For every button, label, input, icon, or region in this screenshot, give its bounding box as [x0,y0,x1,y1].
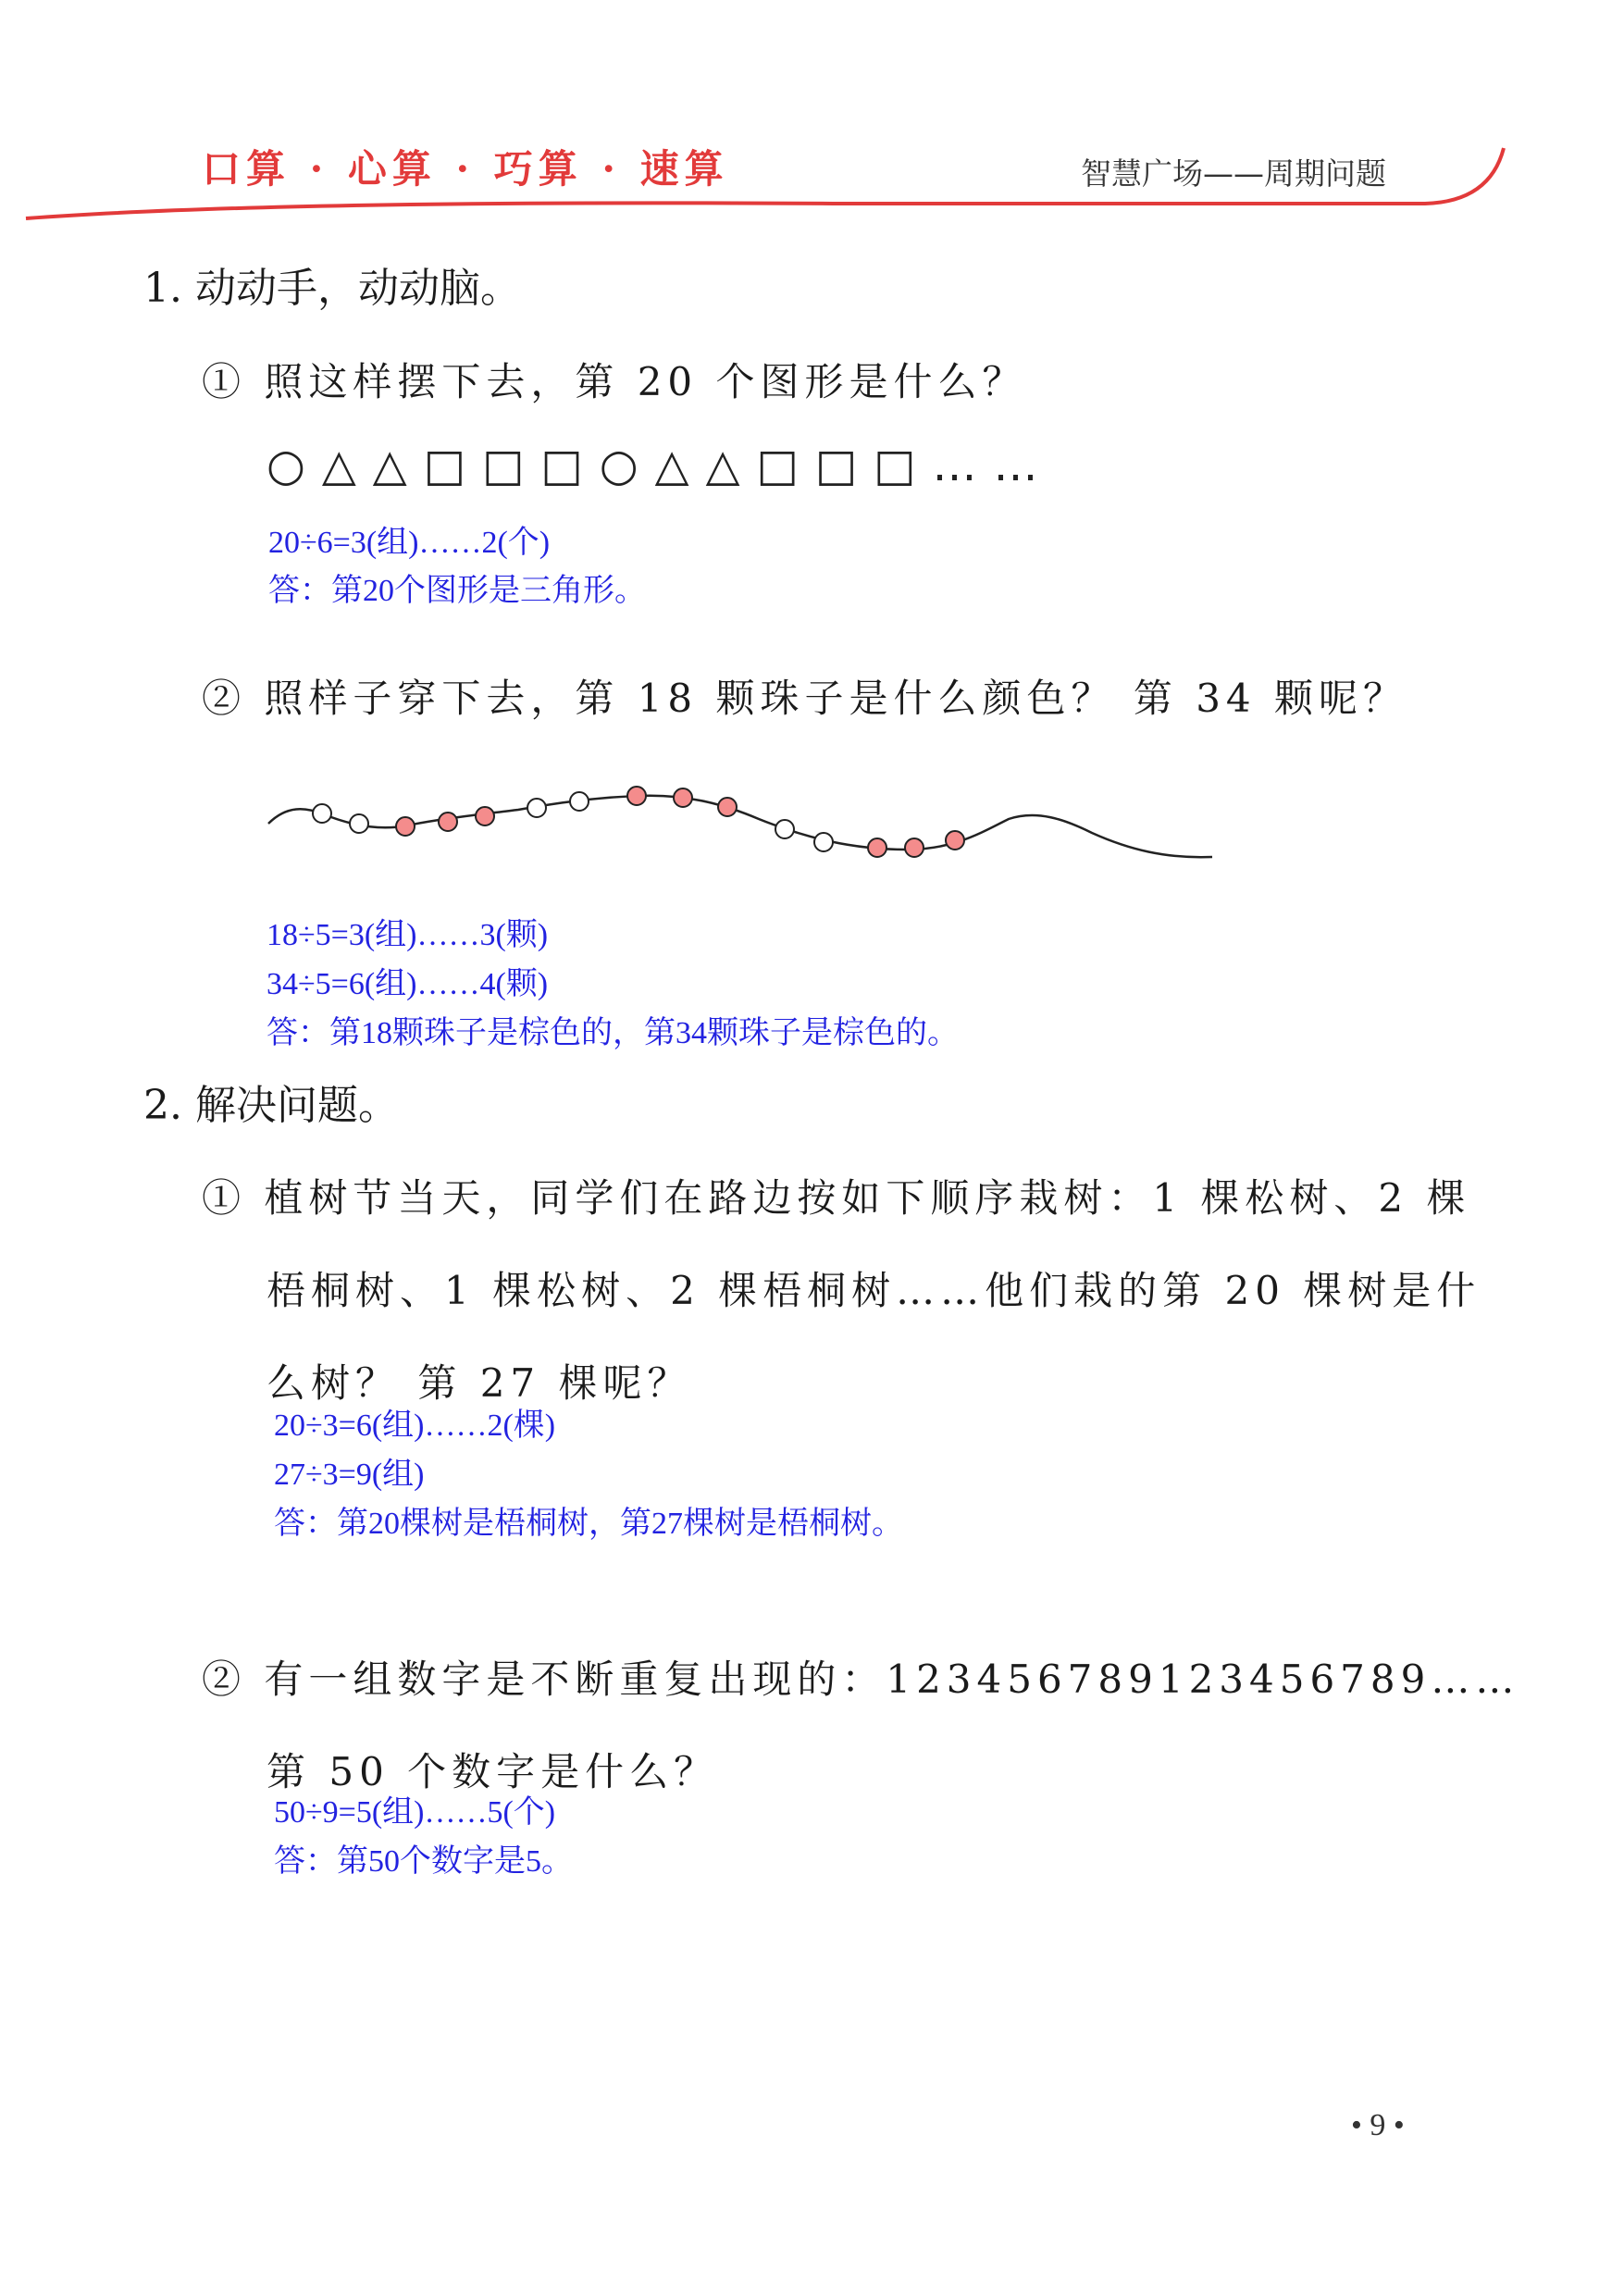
bead-pink [439,813,457,831]
q1-shape-sequence: ○△△□□□○△△□□□…… [267,440,1055,491]
bead-white [313,804,331,823]
q1-part1-prompt: ① 照这样摆下去，第 20 个图形是什么？ [202,359,1027,404]
bead-pink [627,787,646,805]
q1-part2-answer-line3: 答：第18颗珠子是棕色的，第34颗珠子是棕色的。 [267,1016,959,1050]
bead-pink [396,817,415,836]
bead-white [570,792,589,811]
q2-part1-prompt-line1: ① 植树节当天，同学们在路边按如下顺序栽树：1 棵松树、2 棵 [202,1175,1471,1221]
bead-pink [868,838,886,857]
header-left-title: 口算 · 心算 · 巧算 · 速算 [202,146,729,192]
q2-part2-answer-line2: 答：第50个数字是5。 [274,1844,573,1879]
q1-part2-answer-line1: 18÷5=3(组)……3(颗) [267,918,549,952]
header-right-title: 智慧广场——周期问题 [1081,155,1386,192]
bead-white [527,799,546,817]
bead-white [350,814,368,833]
q2-part1-prompt-line2: 梧桐树、1 棵松树、2 棵梧桐树……他们栽的第 20 棵树是什 [267,1268,1481,1313]
q2-part1-prompt-line3: 么树？ 第 27 棵呢？ [267,1360,692,1406]
bead-pink [476,807,494,825]
q1-part2-prompt: ② 照样子穿下去，第 18 颗珠子是什么颜色？ 第 34 颗呢？ [202,676,1407,721]
q2-part2-prompt-line2: 第 50 个数字是什么？ [267,1749,719,1794]
bead-pink [905,838,924,857]
bead-pink [946,831,964,850]
q2-part1-answer-line3: 答：第20棵树是梧桐树，第27棵树是梧桐树。 [274,1507,903,1541]
q1-part1-answer-line2: 答：第20个图形是三角形。 [268,574,646,608]
q1-title: 1. 动动手，动动脑。 [143,265,521,312]
bead-pink [674,788,692,807]
q1-part1-answer-line1: 20÷6=3(组)……2(个) [268,526,551,560]
bead-white [814,833,833,851]
q1-part2-answer-line2: 34÷5=6(组)……4(颗) [267,967,549,1001]
q2-part2-prompt-line1: ② 有一组数字是不断重复出现的：123456789123456789…… [202,1657,1520,1702]
page-number: • 9 • [1351,2108,1405,2142]
q2-title: 2. 解决问题。 [143,1082,399,1129]
q2-part1-answer-line1: 20÷3=6(组)……2(棵) [274,1409,556,1443]
q2-part2-answer-line1: 50÷9=5(组)……5(个) [274,1795,556,1830]
bead-pink [718,798,737,816]
bead-white [775,820,794,838]
q2-part1-answer-line2: 27÷3=9(组) [274,1458,425,1492]
